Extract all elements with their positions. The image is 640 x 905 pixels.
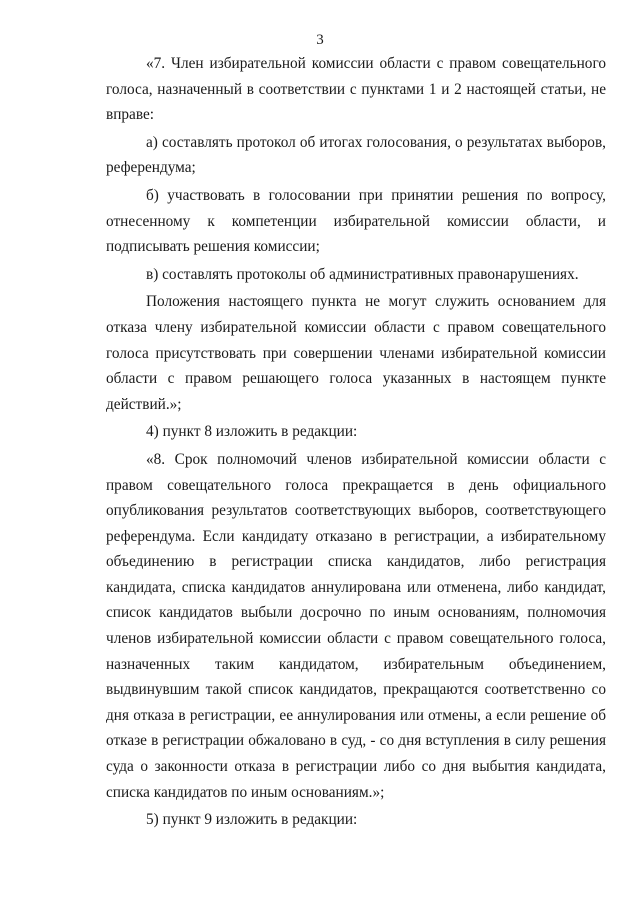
paragraph-subitem-a: а) составлять протокол об итогах голосования, о результатах выборов, референдума;	[106, 133, 606, 177]
paragraph-item-8: «8. Срок полномочий членов избирательной комиссии области с правом совещательного голоса прекращается в день официального опубликования результатов соответствующих выборов, соответствующего референдума. Если кандидату отказано в регистрации, а избирательному объединению в регистрации списка кандидатов, либо регистрация кандидата, списка кандидатов аннулирована или отменена, либо кандидат, список кандидатов выбыли досрочно по иным основаниям, полномочия членов избирательной комиссии области с правом совещательного голоса, назначенных таким кандидатом, избирательным объединением, выдвинувшим такой список кандидатов, прекращаются соответственно со дня отказа в регистрации, ее аннулирования или отмены, а если решение об отказе в регистрации обжаловано в суд, - со дня вступления в силу решения суда о законности отказа в регистрации либо со дня выбытия кандидата, списка кандидатов по иным основаниям.»;	[106, 450, 606, 801]
page-number: 3	[316, 32, 324, 48]
paragraph-subitem-b: б) участвовать в голосовании при принятии решения по вопросу, отнесенному к компетенции избирательной комиссии области, и подписывать решения комиссии;	[106, 186, 606, 256]
paragraph-amendment-4: 4) пункт 8 изложить в редакции:	[146, 423, 358, 441]
paragraph-item-7: «7. Член избирательной комиссии области с правом совещательного голоса, назначенный в соответствии с пунктами 1 и 2 настоящей статьи, не вправе:	[106, 55, 606, 124]
paragraph-provisions: Положения настоящего пункта не могут служить основанием для отказа члену избирательной комиссии области с правом совещательного голоса присутствовать при совершении членами избирательной комиссии области с правом решающего голоса указанных в настоящем пункте действий.»;	[106, 293, 606, 413]
document-body	[106, 51, 606, 833]
paragraph-amendment-5: 5) пункт 9 изложить в редакции:	[146, 811, 358, 829]
paragraph-subitem-v: в) составлять протоколы об административных правонарушениях.	[146, 265, 579, 283]
